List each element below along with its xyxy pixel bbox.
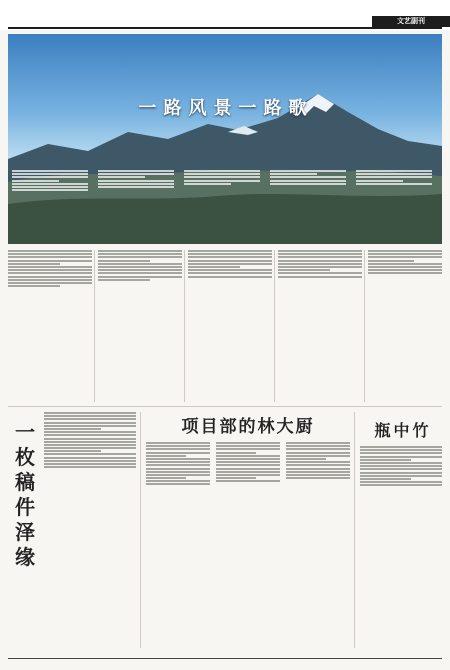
body-text-column — [188, 250, 272, 402]
column-rule — [140, 412, 141, 648]
section-rule — [8, 27, 442, 29]
hero-text-column — [184, 170, 260, 244]
column-rule — [184, 250, 185, 402]
section-tag: 文艺副刊 — [372, 16, 450, 27]
body-text-column — [98, 250, 182, 402]
center-article-body — [216, 442, 280, 648]
column-rule — [274, 250, 275, 402]
center-article-body — [286, 442, 350, 648]
column-rule — [354, 412, 355, 648]
body-text-column — [8, 250, 92, 402]
column-rule — [364, 250, 365, 402]
section-divider — [8, 406, 442, 407]
left-article-title: 一枚稿件泽缘 — [15, 420, 35, 569]
hero-text-column — [356, 170, 432, 244]
right-article-body — [360, 446, 442, 648]
masthead-logo — [195, 2, 255, 16]
center-article-body — [146, 442, 210, 648]
feature-byline — [156, 122, 296, 127]
center-article-title: 项目部的林大厨 — [181, 417, 315, 437]
hero-photo — [8, 34, 442, 244]
left-article-body — [44, 412, 136, 648]
hero-text-column — [12, 170, 88, 244]
body-text-column — [368, 250, 442, 402]
dateline — [8, 6, 118, 12]
hero-text-column — [270, 170, 346, 244]
feature-title: 一路风景一路歌 — [138, 98, 314, 119]
newspaper-header — [0, 0, 450, 30]
right-article-title: 瓶中竹 — [374, 421, 432, 440]
footer — [8, 658, 442, 665]
hero-text-column — [98, 170, 174, 244]
column-rule — [94, 250, 95, 402]
body-text-column — [278, 250, 362, 402]
